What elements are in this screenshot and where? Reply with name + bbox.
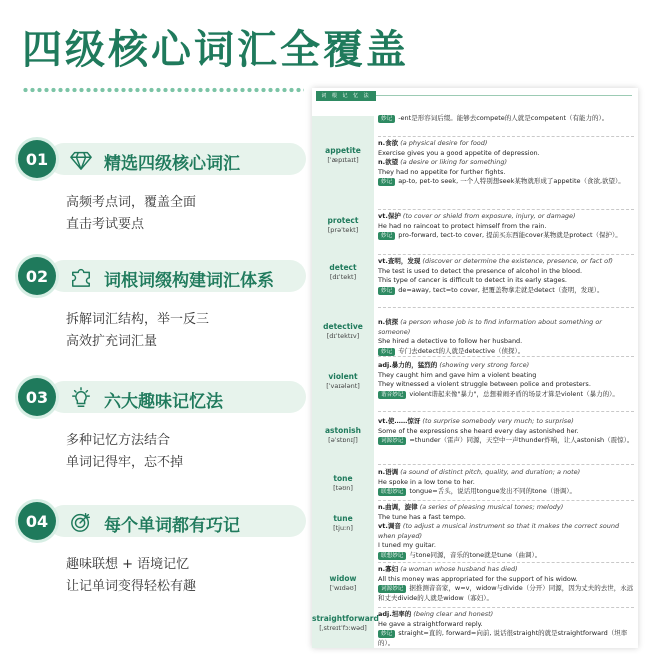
feature-description — [66, 192, 196, 236]
feature-number-badge: 04 — [18, 502, 56, 540]
headword — [312, 263, 374, 281]
phonetic: [təʊn] — [333, 484, 353, 492]
headword — [312, 426, 374, 444]
phonetic: [prəˈtekt] — [327, 226, 359, 234]
part-of-speech: adj.暴力的，猛烈的 — [378, 361, 438, 369]
headword — [312, 474, 374, 492]
entry-body — [378, 610, 634, 648]
part-of-speech: n.欲望 — [378, 158, 399, 167]
feature-3 — [18, 378, 308, 470]
feature-description — [66, 554, 196, 598]
example: The test is used to detect the presence of alcohol in the blood. — [378, 266, 583, 275]
feature-line: 让记单词变得轻松有趣 — [66, 579, 197, 594]
memory-tag: 词源妙记 — [378, 437, 406, 445]
headword — [312, 372, 374, 390]
entry-body — [378, 318, 634, 356]
headword-text: straightforward — [312, 614, 379, 623]
part-of-speech: vt.调音 — [378, 522, 401, 531]
entry-divider — [378, 607, 634, 608]
example: They had no appetite for further fights. — [378, 167, 506, 176]
entry-divider — [378, 411, 634, 412]
entry-divider — [378, 562, 634, 563]
part-of-speech: n.寡妇 — [378, 565, 399, 573]
top-note — [378, 114, 634, 124]
headword — [312, 322, 374, 340]
definition: (a desire or liking for something) — [400, 158, 507, 167]
headword — [312, 614, 379, 632]
note-text: 专门去detect的人就是detective（侦探）。 — [398, 346, 525, 355]
phonetic: [ˈæpɪtaɪt] — [327, 156, 359, 164]
phonetic: [ˈwɪdəʊ] — [329, 584, 357, 592]
page-title: 四级核心词汇全覆盖 — [22, 27, 409, 73]
doc-header — [312, 88, 638, 104]
note-text: de=away, tect=to cover, 把覆盖物拿走就是detect（查明，发现）。 — [398, 285, 604, 294]
example: He spoke in a low tone to her. — [378, 477, 475, 486]
part-of-speech: n.曲调，旋律 — [378, 503, 418, 511]
phonetic: [tjuːn] — [333, 524, 353, 532]
example: I tuned my guitar. — [378, 541, 436, 550]
entry-body — [378, 417, 634, 446]
memory-tag: 妙记 — [378, 287, 395, 295]
definition: (discover or determine the existence, presence, or fact of) — [422, 257, 613, 265]
memory-tag: 妙记 — [378, 232, 395, 240]
feature-line: 高频考点词，覆盖全面 — [66, 195, 197, 210]
memory-tag: 词源妙记 — [378, 585, 406, 593]
part-of-speech: n.食欲 — [378, 139, 399, 147]
definition: (a woman whose husband has died) — [400, 565, 518, 573]
entry-divider — [378, 500, 634, 501]
entry-divider — [378, 136, 634, 137]
phonetic: [dɪˈtektɪv] — [326, 332, 360, 340]
doc-header-label: 词 根 记 忆 法 — [316, 91, 376, 101]
entry-body — [378, 503, 634, 561]
diamond-icon — [70, 149, 92, 171]
feature-description — [66, 309, 209, 353]
feature-number-badge: 02 — [18, 257, 56, 295]
memory-tag: 联想妙记 — [378, 552, 406, 560]
entry-divider — [378, 254, 634, 255]
feature-title: 每个单词都有巧记 — [104, 516, 240, 536]
note-text: tongue=舌头，说话用tongue发出不同的tone（语调）。 — [409, 487, 577, 496]
definition: (to adjust a musical instrument so that it makes the correct sound when played) — [378, 522, 620, 540]
headword-text: appetite — [325, 146, 361, 155]
headword — [312, 514, 374, 532]
target-icon — [70, 511, 92, 533]
feature-title: 六大趣味记忆法 — [104, 392, 223, 412]
example: The tune has a fast tempo. — [378, 512, 466, 521]
example: He gave a straightforward reply. — [378, 619, 483, 628]
feature-line: 多种记忆方法结合 — [66, 433, 171, 448]
feature-number-badge: 01 — [18, 140, 56, 178]
example: They caught him and gave him a violent beating — [378, 370, 537, 379]
entry-body — [378, 361, 634, 399]
definition: (a series of pleasing musical tones; melody) — [419, 503, 564, 511]
part-of-speech: vt.使……惊讶 — [378, 417, 421, 425]
entry-body — [378, 139, 634, 187]
vocabulary-page — [312, 88, 638, 648]
part-of-speech: n.侦探 — [378, 318, 399, 326]
entry-divider — [378, 356, 634, 357]
entry-divider — [378, 464, 634, 465]
example: Some of the expressions she heard every day astonished her. — [378, 426, 579, 435]
definition: (a physical desire for food) — [400, 139, 488, 147]
feature-title: 精选四级核心词汇 — [104, 154, 240, 174]
headword-text: tone — [333, 474, 353, 483]
memory-tag: 妙记 — [378, 115, 395, 123]
feature-line: 趣味联想 + 语境记忆 — [66, 557, 190, 572]
note-text: violent谐起来像"暴力"，总想着闹矛盾的场景才算是violent（暴力的）。 — [409, 389, 619, 398]
feature-4 — [18, 502, 308, 594]
example: He had no raincoat to protect himself from the rain. — [378, 221, 547, 230]
phonetic: [ˌstreɪtˈfɔːwəd] — [319, 624, 367, 632]
headword — [312, 146, 374, 164]
memory-tag: 妙记 — [378, 178, 395, 186]
feature-line: 拆解词汇结构，举一反三 — [66, 312, 210, 327]
feature-line: 直击考试要点 — [66, 217, 145, 232]
headword-text: detect — [329, 263, 357, 272]
note-text: 据推测音音家，w=v，widow与divide（分开）同源，因为丈夫的去世，永远和丈夫divide的人就是widow（寡妇）。 — [378, 584, 634, 602]
part-of-speech: n.语调 — [378, 468, 399, 476]
feature-line: 单词记得牢，忘不掉 — [66, 455, 184, 470]
note-text: -ent是形容词后缀。能够去compete的人就是competent（有能力的）。 — [398, 114, 609, 122]
feature-line: 高效扩充词汇量 — [66, 334, 158, 349]
puzzle-icon — [70, 266, 92, 288]
feature-1 — [18, 140, 308, 232]
entry-body — [378, 257, 634, 295]
example: They witnessed a violent struggle between police and protesters. — [378, 380, 591, 389]
feature-number-badge: 03 — [18, 378, 56, 416]
definition: (a sound of distinct pitch, quality, and duration; a note) — [400, 468, 581, 476]
part-of-speech: vt.查明，发现 — [378, 257, 421, 265]
entry-divider — [378, 209, 634, 210]
example: Exercise gives you a good appetite of depression. — [378, 148, 540, 157]
headword-text: protect — [327, 216, 359, 225]
headword-text: tune — [333, 514, 353, 523]
memory-tag: 谐音妙记 — [378, 391, 406, 399]
note-text: straight=直的, forward=向前, 说话很straight的就是straightforward（坦率的）。 — [378, 629, 628, 647]
phonetic: [əˈstɒnɪʃ] — [328, 436, 358, 444]
note-text: ap-to, pet-to seek, 一个人特别想seek某物就形成了appetite（食欲,欲望）。 — [398, 177, 625, 186]
example: She hired a detective to follow her husband. — [378, 337, 523, 346]
definition: (being clear and honest) — [413, 610, 494, 618]
definition: (to surprise somebody very much; to surprise) — [422, 417, 574, 425]
example: All this money was appropriated for the support of his widow. — [378, 574, 578, 583]
memory-tag: 妙记 — [378, 348, 395, 356]
entry-divider — [378, 307, 634, 308]
entry-body — [378, 468, 634, 497]
memory-tag: 妙记 — [378, 630, 395, 638]
feature-title: 词根词缀构建词汇体系 — [104, 271, 274, 291]
phonetic: [dɪˈtekt] — [329, 273, 357, 281]
feature-2 — [18, 257, 308, 349]
definition: (showing very strong force) — [439, 361, 530, 369]
example: This type of cancer is difficult to detect in its early stages. — [378, 276, 567, 285]
definition: (to cover or shield from exposure, injury, or damage) — [402, 212, 576, 220]
note-text: 与tone同源，音乐的tone就是tune（曲调）。 — [409, 550, 542, 559]
lightbulb-icon — [70, 387, 92, 409]
entry-body — [378, 212, 634, 241]
entry-body — [378, 565, 634, 603]
phonetic: [ˈvaɪələnt] — [326, 382, 360, 390]
headword-text: astonish — [325, 426, 361, 435]
headword-text: detective — [323, 322, 363, 331]
note-text: pro-forward, tect-to cover, 提前买东西能cover某物就是protect（保护）。 — [398, 231, 622, 240]
note-text: =thunder（雷声）同源，天空中一声thunder炸响，让人astonish（震惊）。 — [409, 436, 634, 445]
feature-description — [66, 430, 183, 474]
headword — [312, 574, 374, 592]
headword — [312, 216, 374, 234]
doc-header-rule — [376, 95, 632, 96]
part-of-speech: adj.坦率的 — [378, 610, 412, 618]
headword-text: violent — [328, 372, 358, 381]
headword-text: widow — [329, 574, 357, 583]
memory-tag: 联想妙记 — [378, 488, 406, 496]
decorative-dots — [22, 86, 304, 94]
definition: (a person whose job is to find information about something or someone) — [378, 318, 602, 336]
part-of-speech: vt.保护 — [378, 212, 401, 220]
